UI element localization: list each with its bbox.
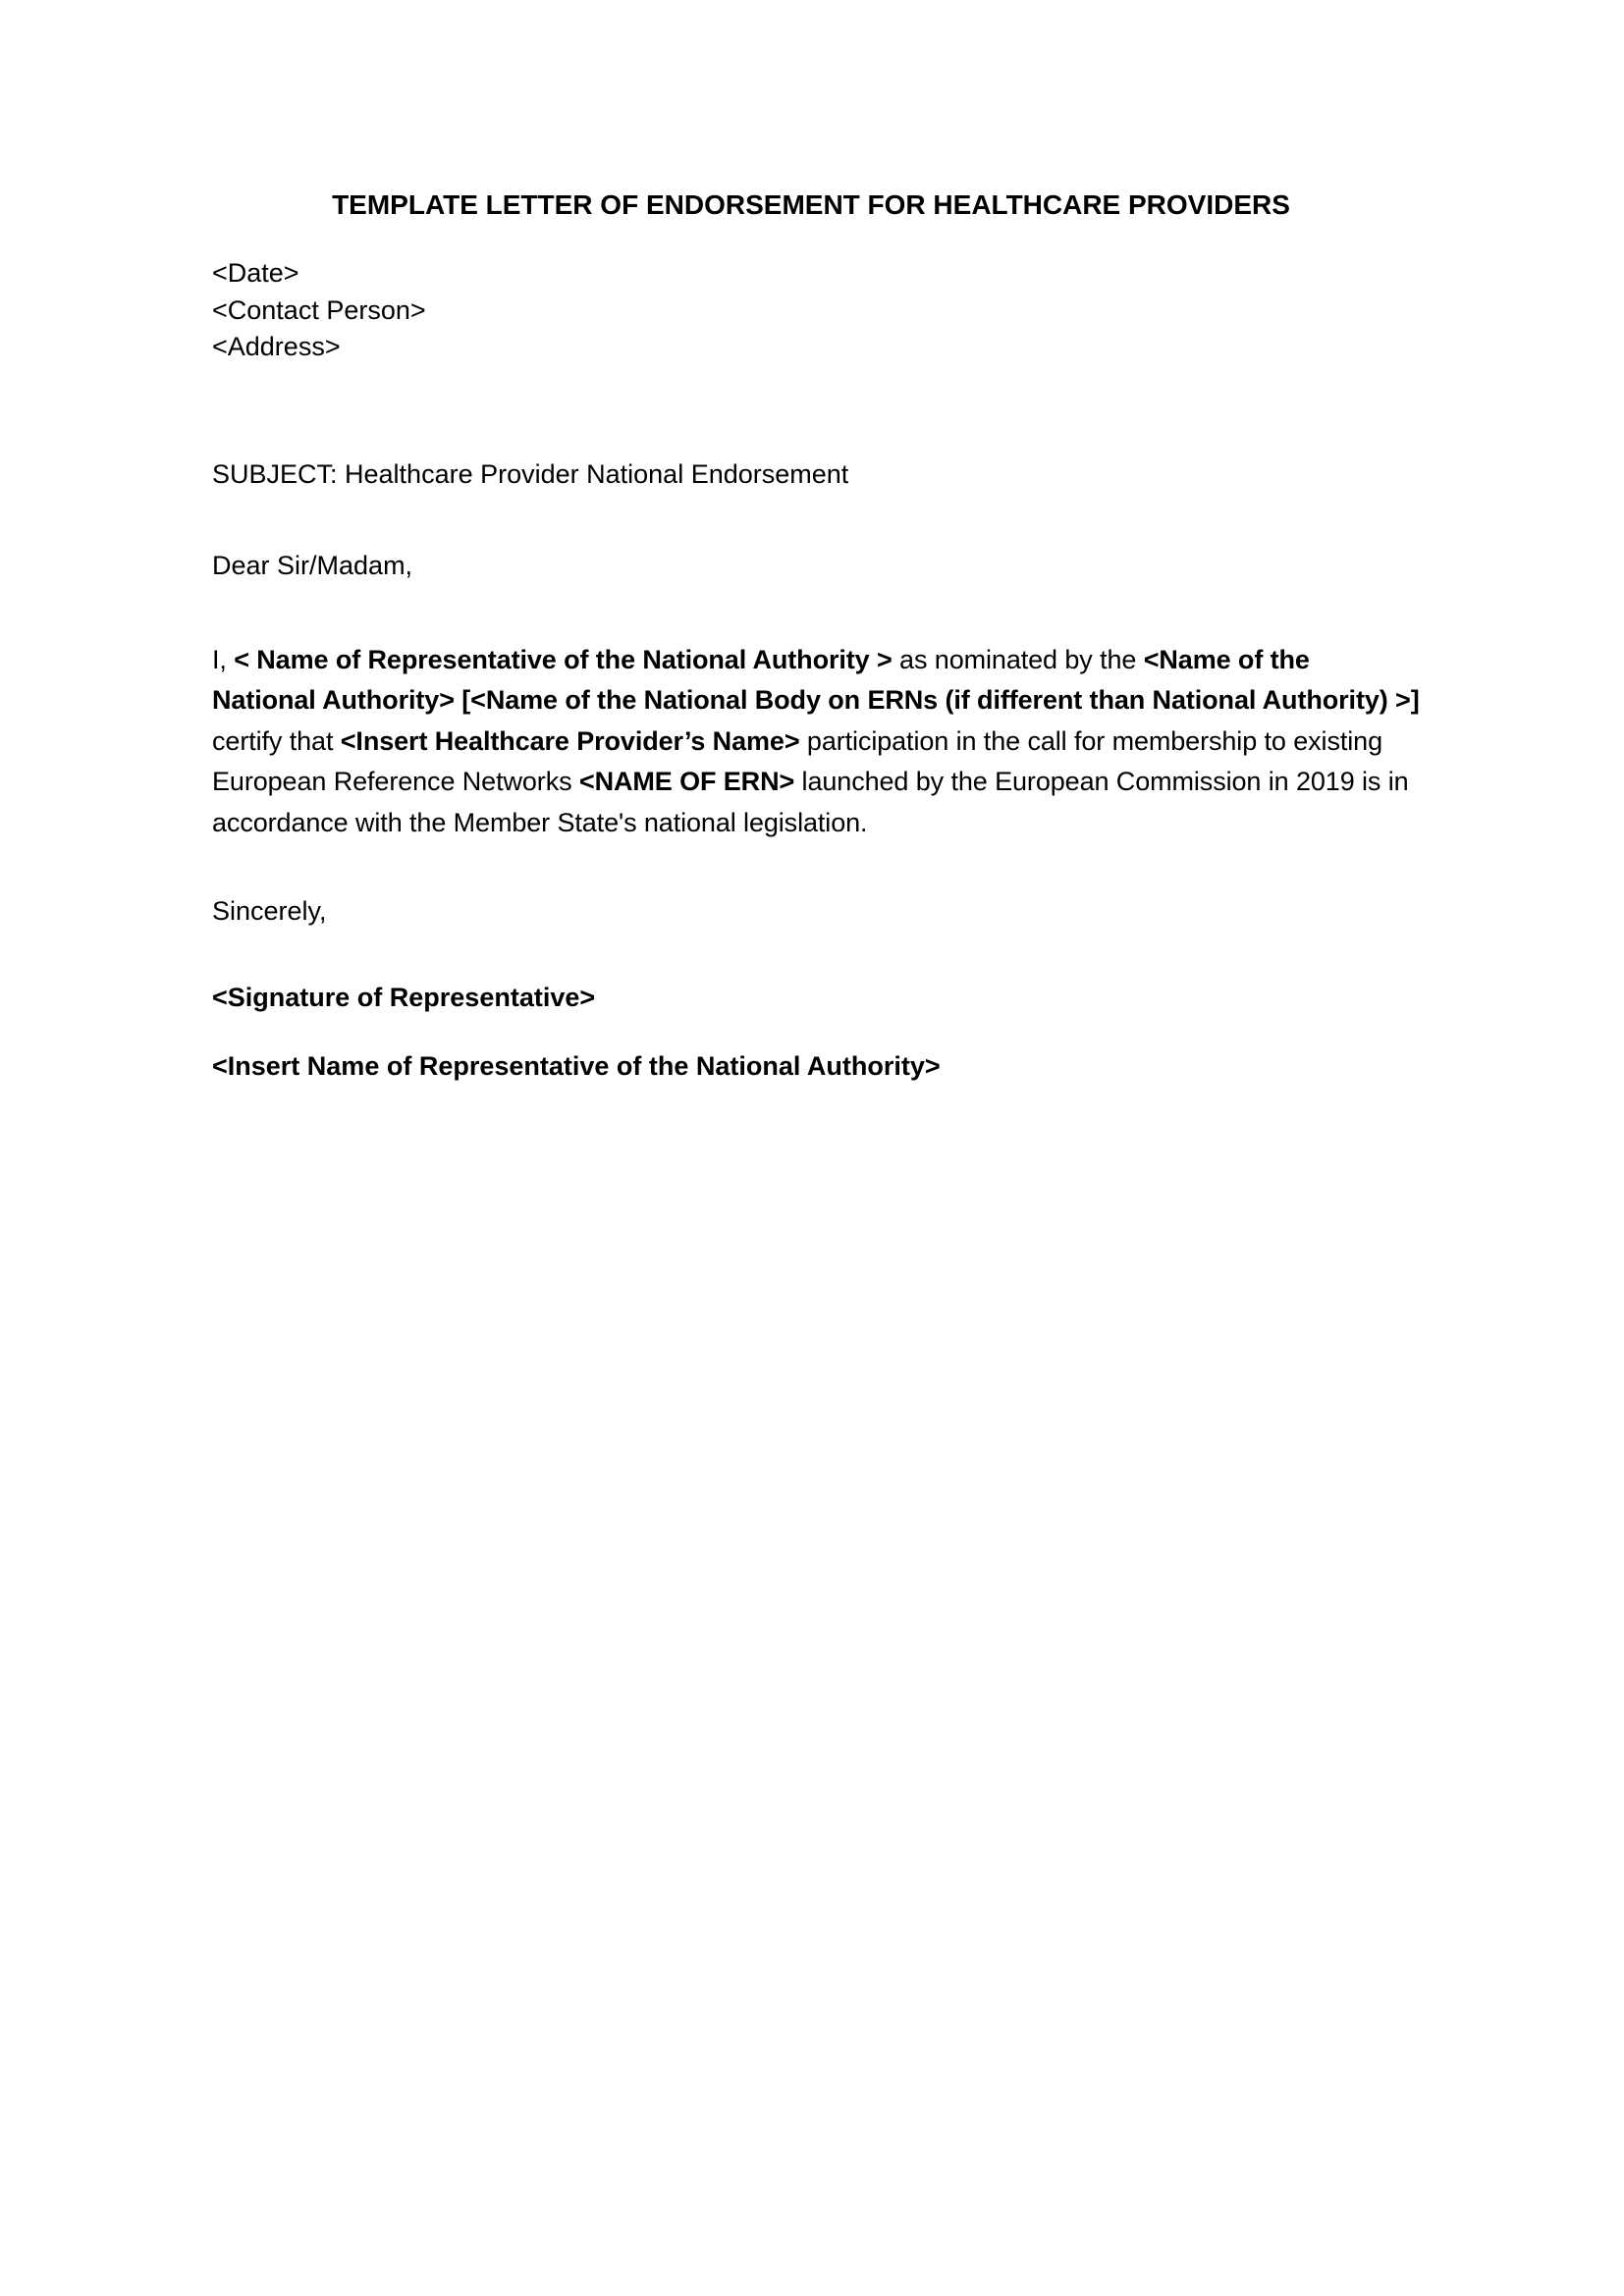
healthcare-provider-placeholder: <Insert Healthcare Provider’s Name> — [340, 725, 800, 756]
ern-name-placeholder: <NAME OF ERN> — [578, 767, 795, 796]
body-paragraph — [212, 640, 1420, 844]
address-line: <Address> — [212, 332, 341, 361]
representative-name-placeholder: <Insert Name of Representative of the National Authority> — [212, 1051, 941, 1081]
document-title: TEMPLATE LETTER OF ENDORSEMENT FOR HEALTHCARE PROVIDERS — [332, 189, 1290, 220]
body-text-3: certify that — [212, 725, 341, 756]
body-text-4: participation in the call for membership to existing European Reference Networks — [212, 725, 1382, 796]
body-text-5: launched by the European Commission in 2019 is in accordance with the Member State's national legislation. — [212, 767, 1409, 837]
body-text-2: as nominated by the — [892, 644, 1144, 674]
salutation: Dear Sir/Madam, — [212, 551, 413, 580]
contact-person-line: <Contact Person> — [212, 294, 426, 325]
signature-placeholder: <Signature of Representative> — [212, 982, 596, 1012]
letter-content — [212, 187, 1420, 1086]
national-authority-placeholder: <Name of the National Authority> [<Name of the National Body on ERNs (if different than National Authority) >] — [212, 644, 1420, 715]
subject-line: SUBJECT: Healthcare Provider National Endorsement — [212, 458, 849, 489]
date-line: <Date> — [212, 258, 299, 288]
letter-header — [212, 255, 1410, 366]
body-text-1: I, — [212, 644, 235, 674]
representative-placeholder: < Name of Representative of the National Authority > — [234, 644, 893, 674]
closing: Sincerely, — [212, 896, 327, 926]
